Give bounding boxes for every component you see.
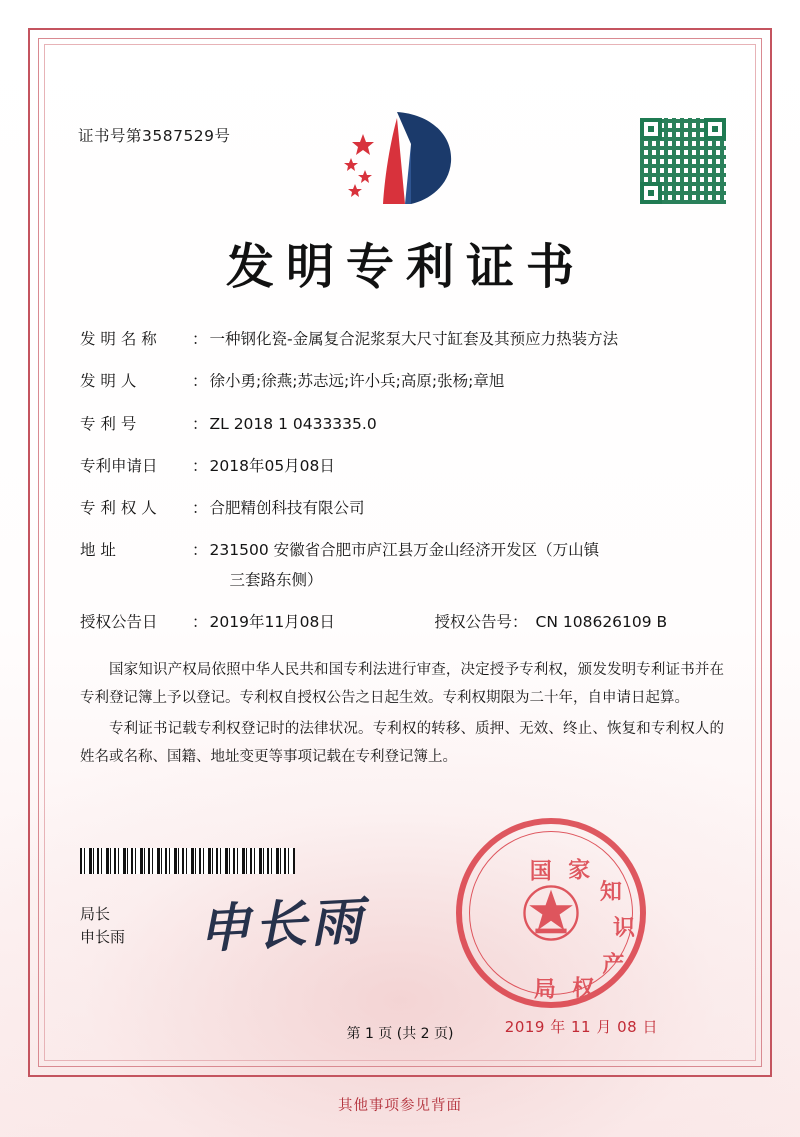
field-colon: ： — [192, 499, 208, 517]
official-seal — [456, 818, 646, 1008]
field-inventors — [80, 370, 724, 393]
field-colon: ： — [192, 372, 208, 391]
field-value-announcement — [210, 611, 724, 634]
page-number: 第 1 页 (共 2 页) — [346, 1026, 454, 1042]
field-label: 地 址 — [80, 541, 116, 560]
address-line-2: 三套路东侧） — [229, 570, 323, 589]
director-role-label: 局长 — [80, 905, 111, 923]
field-label: 发 明 人 — [80, 372, 137, 391]
field-value: 2018年05月08日 — [209, 456, 335, 475]
certificate-content — [58, 58, 742, 1053]
qr-code-icon — [640, 118, 726, 204]
signature-block — [80, 903, 125, 950]
field-value: 一种钢化瓷-金属复合泥浆泵大尺寸缸套及其预应力热装方法 — [209, 330, 619, 348]
field-label: 专利申请日 — [80, 456, 158, 475]
field-colon: ： — [192, 612, 208, 631]
paragraph-2: 专利证书记载专利权登记时的法律状况。专利权的转移、质押、无效、终止、恢复和专利权人的姓名或名称、国籍、地址变更等事项记载在专利登记簿上。 — [80, 720, 724, 765]
seal-date: 2019 年 11 月 08 日 — [504, 1018, 658, 1036]
field-address — [80, 539, 724, 592]
footer-note: 其他事项参见背面 — [338, 1098, 462, 1114]
field-label: 授权公告日 — [80, 612, 158, 631]
page-title: 发明专利证书 — [225, 239, 586, 295]
address-line-1: 231500 安徽省合肥市庐江县万金山经济开发区（万山镇 — [209, 541, 600, 560]
barcode — [80, 848, 295, 874]
announcement-number-label: 授权公告号： — [434, 612, 528, 631]
field-value-address — [210, 539, 724, 592]
paragraph-1: 国家知识产权局依照中华人民共和国专利法进行审查，决定授予专利权，颁发发明专利证书并在专利登记簿上予以登记。专利权自授权公告之日起生效。专利权期限为二十年，自申请日起算。 — [80, 662, 724, 707]
cnipa-logo-icon — [325, 104, 475, 209]
fields-list — [80, 328, 724, 653]
announcement-date: 2019年11月08日 — [209, 612, 335, 631]
field-colon: ： — [192, 414, 208, 433]
field-value: 合肥精创科技有限公司 — [209, 499, 365, 517]
legal-text — [80, 656, 724, 773]
field-patent-number — [80, 413, 724, 436]
field-application-date — [80, 455, 724, 478]
field-patentee — [80, 497, 724, 520]
field-value: ZL 2018 1 0433335.0 — [209, 414, 377, 433]
seal-text-ring: 国 家 知 识 产 权 局 — [529, 857, 635, 1003]
field-colon: ： — [192, 541, 208, 560]
field-label: 发 明 名 称 — [80, 330, 157, 348]
field-announcement — [80, 611, 724, 634]
field-colon: ： — [192, 456, 208, 475]
field-invention-name — [80, 328, 724, 351]
national-emblem-icon — [512, 874, 590, 952]
field-label: 专 利 权 人 — [80, 499, 157, 517]
field-label: 专 利 号 — [80, 414, 137, 433]
certificate-number: 证书号第3587529号 — [78, 127, 231, 145]
handwritten-signature: 申长雨 — [196, 890, 368, 961]
announcement-number-value: CN 108626109 B — [535, 612, 668, 631]
field-value: 徐小勇;徐燕;苏志远;许小兵;高原;张杨;章旭 — [209, 372, 505, 391]
field-colon: ： — [192, 330, 208, 348]
director-name: 申长雨 — [80, 928, 126, 947]
